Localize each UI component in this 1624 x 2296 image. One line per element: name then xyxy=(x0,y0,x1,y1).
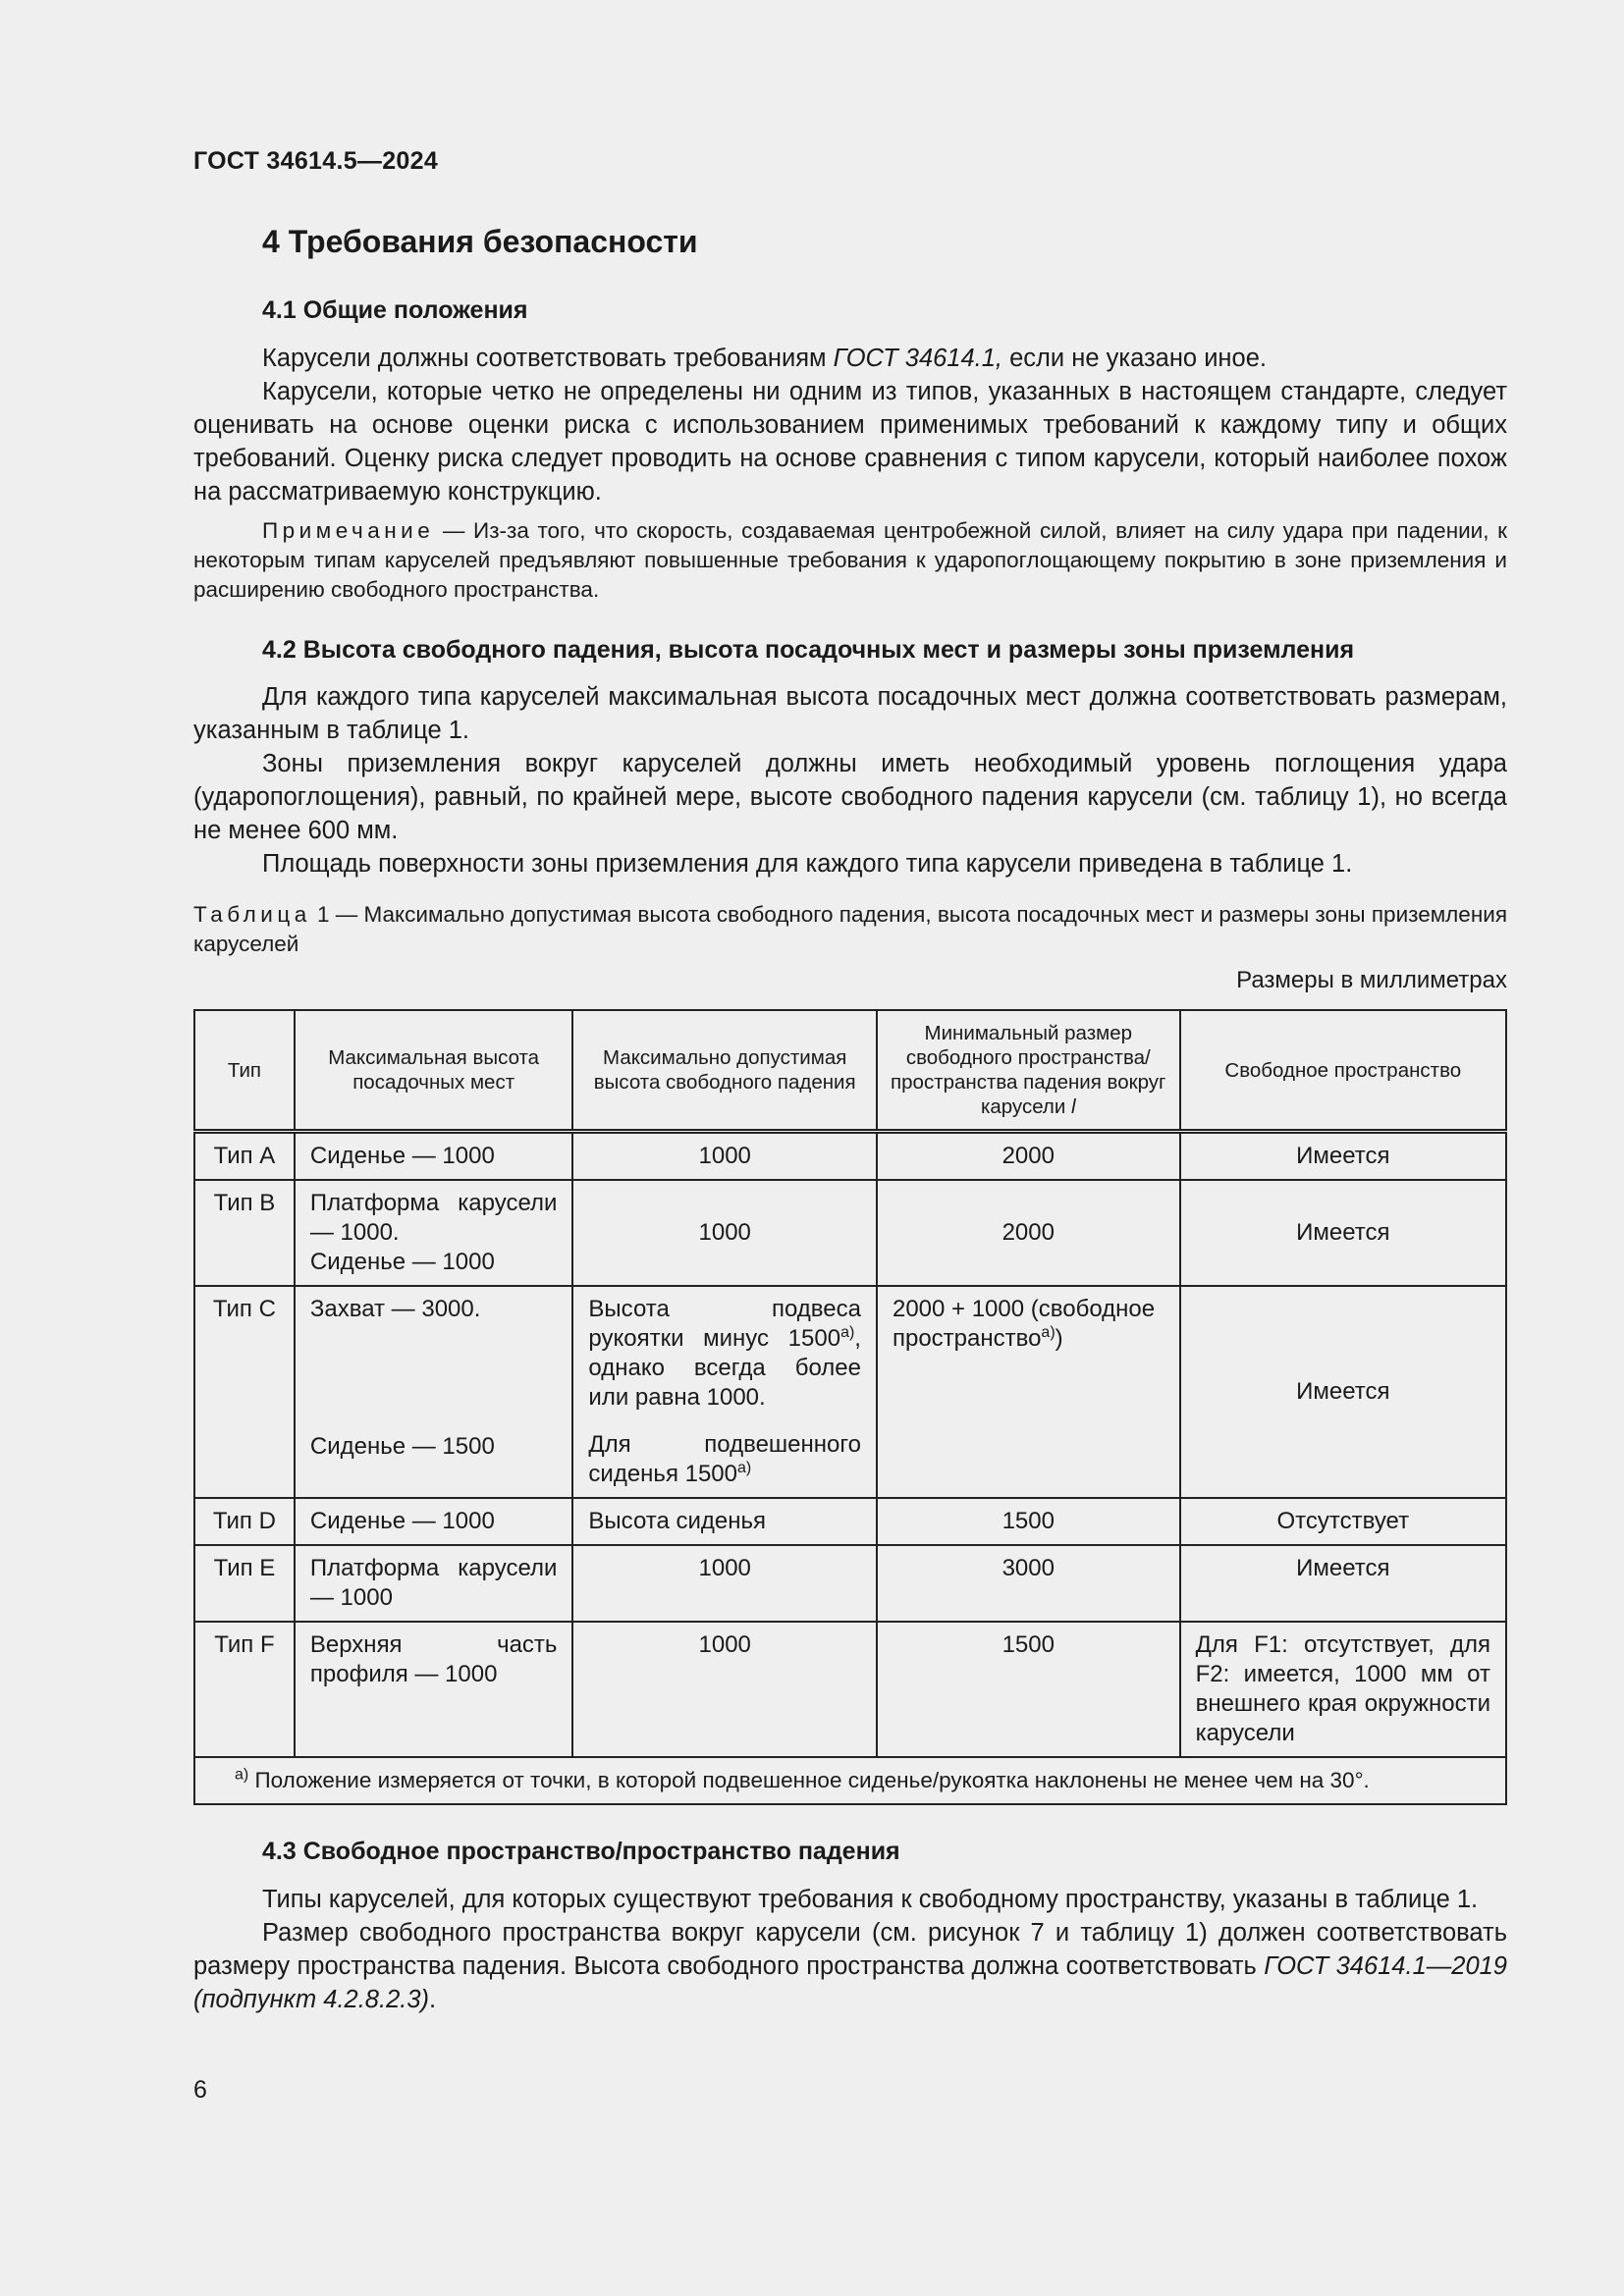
document-id: ГОСТ 34614.5—2024 xyxy=(193,147,439,175)
section-4-1-body xyxy=(193,342,1507,605)
header-seat-height: Максимальная высота посадочных мест xyxy=(295,1010,573,1132)
table-footnote: $^{a)}$ Положение измеряется от точки, в которой подвешенное сиденье/рукоятка наклонены не менее чем на 30°. xyxy=(194,1757,1506,1804)
standard-reference: ГОСТ 34614.1, xyxy=(833,345,1003,372)
standard-reference: ГОСТ 34614.1—2019 (подпункт 4.2.8.2.3) xyxy=(193,1952,1507,2013)
paragraph: Для каждого типа каруселей максимальная высота посадочных мест должна соответствовать размерам, указанным в таблице 1. xyxy=(193,683,1507,744)
table-1 xyxy=(193,1009,1507,1805)
table-units: Размеры в миллиметрах xyxy=(1236,967,1507,993)
note: Примечание — Из-за того, что скорость, создаваемая центробежной силой, влияет на силу удара при падении, к некоторым типам каруселей предъявляют повышенные требования к ударопоглощающему покрытию в зоне приземления и расширению свободного пространства. xyxy=(193,518,1507,602)
paragraph: Карусели, которые четко не определены ни одним из типов, указанных в настоящем стандарте, следует оценивать на основе оценки риска с использованием применимых требований к каждому типу и общих требований. Оценку риска следует проводить на основе сравнения с типом карусели, который наиболее похож на рассматриваемую конструкцию. xyxy=(193,378,1507,506)
header-min-space: Минимальный размер свободного пространства/ пространства падения вокруг карусели l xyxy=(877,1010,1180,1132)
section-4-1-title: 4.1 Общие положения xyxy=(262,296,528,324)
header-type: Тип xyxy=(194,1010,295,1132)
paragraph: Зоны приземления вокруг каруселей должны иметь необходимый уровень поглощения удара (ударопоглощения), равный, по крайней мере, высоте свободного падения карусели (см. таблицу 1), но всегда не менее 600 мм. xyxy=(193,750,1507,844)
paragraph: Площадь поверхности зоны приземления для каждого типа карусели приведена в таблице 1. xyxy=(262,850,1353,878)
header-fall-height: Максимально допустимая высота свободного падения xyxy=(572,1010,877,1132)
section-4-title: 4 Требования безопасности xyxy=(262,224,698,259)
paragraph: Карусели должны соответствовать требованиям ГОСТ 34614.1, если не указано иное. xyxy=(262,345,1267,372)
section-4-2-title: 4.2 Высота свободного падения, высота посадочных мест и размеры зоны приземления xyxy=(262,636,1355,664)
section-4-3-title: 4.3 Свободное пространство/пространство падения xyxy=(262,1838,900,1865)
paragraph: Типы каруселей, для которых существуют требования к свободному пространству, указаны в таблице 1. xyxy=(262,1886,1479,1913)
section-4-2-body xyxy=(193,680,1507,881)
table-header-row xyxy=(194,1010,1506,1132)
table-row: Тип E Платформа карусели — 1000 1000 3000 Имеется xyxy=(194,1545,1506,1622)
table-row: Тип D Сиденье — 1000 Высота сиденья 1500 Отсутствует xyxy=(194,1498,1506,1545)
table-row: Тип B Платформа карусели — 1000. Сиденье — 1000 1000 2000 Имеется xyxy=(194,1180,1506,1286)
section-4-3-body xyxy=(193,1883,1507,2016)
header-free-space: Свободное пространство xyxy=(1180,1010,1506,1132)
page-number: 6 xyxy=(193,2076,207,2104)
table-footnote-row xyxy=(194,1757,1506,1804)
table-caption: Таблица 1 — Максимально допустимая высота свободного падения, высота посадочных мест и размеры зоны приземления каруселей xyxy=(193,902,1507,956)
table-row: Тип A Сиденье — 1000 1000 2000 Имеется xyxy=(194,1132,1506,1181)
table-row: Тип C Захват — 3000. Сиденье — 1500 Высота подвеса рукоятки минус 1500$^{a)}$, однако всегда более или равна 1000. Для подвешенного сиденья 1500$^{a)}$ 2000 + 1000 (свободное пространство$^{a)}$) Имеется xyxy=(194,1286,1506,1498)
note-label: Примечание xyxy=(262,518,435,543)
table-caption-label: Таблица xyxy=(193,902,311,927)
table-row: Тип F Верхняя часть профиля — 1000 1000 1500 Для F1: отсутствует, для F2: имеется, 1000 мм от внешнего края окружности карусели xyxy=(194,1622,1506,1757)
paragraph: Размер свободного пространства вокруг карусели (см. рисунок 7 и таблицу 1) должен соответствовать размеру пространства падения. Высота свободного пространства должна соответствовать ГОСТ 34614.1—2019 (подпункт 4.2.8.2.3). xyxy=(193,1919,1507,2013)
